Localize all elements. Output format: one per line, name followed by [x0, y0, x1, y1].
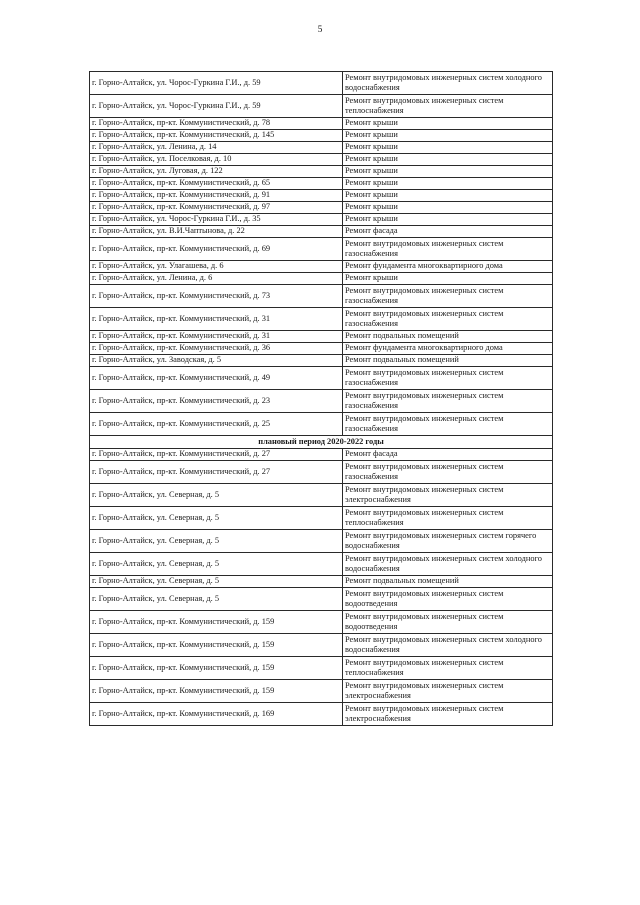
address-cell: г. Горно-Алтайск, ул. Северная, д. 5 — [90, 507, 343, 530]
address-cell: г. Горно-Алтайск, ул. Северная, д. 5 — [90, 530, 343, 553]
address-cell: г. Горно-Алтайск, пр-кт. Коммунистический, д. 159 — [90, 680, 343, 703]
work-type-cell: Ремонт крыши — [343, 190, 553, 202]
table-row — [90, 202, 553, 214]
work-type-cell: Ремонт внутридомовых инженерных систем водоотведения — [343, 611, 553, 634]
work-type-cell: Ремонт крыши — [343, 130, 553, 142]
table-row — [90, 461, 553, 484]
address-cell: г. Горно-Алтайск, пр-кт. Коммунистический, д. 159 — [90, 611, 343, 634]
table-row — [90, 226, 553, 238]
address-cell: г. Горно-Алтайск, ул. Северная, д. 5 — [90, 576, 343, 588]
address-cell: г. Горно-Алтайск, пр-кт. Коммунистический, д. 97 — [90, 202, 343, 214]
address-cell: г. Горно-Алтайск, пр-кт. Коммунистический, д. 31 — [90, 331, 343, 343]
work-type-cell: Ремонт крыши — [343, 178, 553, 190]
work-type-cell: Ремонт внутридомовых инженерных систем горячего водоснабжения — [343, 530, 553, 553]
table-row — [90, 530, 553, 553]
work-type-cell: Ремонт внутридомовых инженерных систем газоснабжения — [343, 238, 553, 261]
table-row — [90, 588, 553, 611]
work-type-cell: Ремонт крыши — [343, 118, 553, 130]
work-type-cell: Ремонт крыши — [343, 154, 553, 166]
work-type-cell: Ремонт внутридомовых инженерных систем газоснабжения — [343, 413, 553, 436]
work-type-cell: Ремонт подвальных помещений — [343, 355, 553, 367]
address-cell: г. Горно-Алтайск, пр-кт. Коммунистический, д. 159 — [90, 657, 343, 680]
work-type-cell: Ремонт внутридомовых инженерных систем газоснабжения — [343, 308, 553, 331]
address-cell: г. Горно-Алтайск, ул. Северная, д. 5 — [90, 553, 343, 576]
address-cell: г. Горно-Алтайск, ул. Северная, д. 5 — [90, 588, 343, 611]
table-row — [90, 367, 553, 390]
page-number: 5 — [317, 25, 323, 35]
work-type-cell: Ремонт фасада — [343, 226, 553, 238]
table-row — [90, 154, 553, 166]
work-type-cell: Ремонт внутридомовых инженерных систем электроснабжения — [343, 484, 553, 507]
address-cell: г. Горно-Алтайск, ул. Улагашева, д. 6 — [90, 261, 343, 273]
table-row — [90, 72, 553, 95]
planned-period-heading: плановый период 2020-2022 годы — [90, 436, 553, 449]
table-row — [90, 484, 553, 507]
address-cell: г. Горно-Алтайск, пр-кт. Коммунистический, д. 73 — [90, 285, 343, 308]
table-row — [90, 680, 553, 703]
table-row — [90, 703, 553, 726]
address-cell: г. Горно-Алтайск, ул. Чорос-Гуркина Г.И., д. 35 — [90, 214, 343, 226]
address-cell: г. Горно-Алтайск, пр-кт. Коммунистический, д. 27 — [90, 461, 343, 484]
work-type-cell: Ремонт фундамента многоквартирного дома — [343, 261, 553, 273]
table-body — [90, 72, 553, 726]
planned-period-heading-row — [90, 436, 553, 449]
table-row — [90, 507, 553, 530]
work-type-cell: Ремонт внутридомовых инженерных систем газоснабжения — [343, 461, 553, 484]
table-row — [90, 261, 553, 273]
work-type-cell: Ремонт фасада — [343, 449, 553, 461]
table-row — [90, 413, 553, 436]
table-row — [90, 285, 553, 308]
work-type-cell: Ремонт внутридомовых инженерных систем газоснабжения — [343, 285, 553, 308]
table-row — [90, 214, 553, 226]
table-row — [90, 130, 553, 142]
address-cell: г. Горно-Алтайск, пр-кт. Коммунистический, д. 25 — [90, 413, 343, 436]
address-cell: г. Горно-Алтайск, пр-кт. Коммунистический, д. 145 — [90, 130, 343, 142]
address-cell: г. Горно-Алтайск, пр-кт. Коммунистический, д. 91 — [90, 190, 343, 202]
work-type-cell: Ремонт внутридомовых инженерных систем теплоснабжения — [343, 507, 553, 530]
work-type-cell: Ремонт внутридомовых инженерных систем теплоснабжения — [343, 95, 553, 118]
work-type-cell: Ремонт подвальных помещений — [343, 576, 553, 588]
table-row — [90, 343, 553, 355]
work-type-cell: Ремонт крыши — [343, 166, 553, 178]
address-cell: г. Горно-Алтайск, пр-кт. Коммунистический, д. 65 — [90, 178, 343, 190]
address-cell: г. Горно-Алтайск, ул. Заводская, д. 5 — [90, 355, 343, 367]
table-row — [90, 308, 553, 331]
address-cell: г. Горно-Алтайск, пр-кт. Коммунистический, д. 78 — [90, 118, 343, 130]
work-type-cell: Ремонт внутридомовых инженерных систем электроснабжения — [343, 680, 553, 703]
address-cell: г. Горно-Алтайск, ул. В.И.Чаптынова, д. 22 — [90, 226, 343, 238]
address-cell: г. Горно-Алтайск, ул. Ленина, д. 14 — [90, 142, 343, 154]
work-type-cell: Ремонт внутридомовых инженерных систем холодного водоснабжения — [343, 634, 553, 657]
table-row — [90, 390, 553, 413]
table-row — [90, 553, 553, 576]
work-type-cell: Ремонт крыши — [343, 202, 553, 214]
work-type-cell: Ремонт крыши — [343, 273, 553, 285]
address-cell: г. Горно-Алтайск, ул. Поселковая, д. 10 — [90, 154, 343, 166]
table-row — [90, 178, 553, 190]
work-type-cell: Ремонт внутридомовых инженерных систем газоснабжения — [343, 367, 553, 390]
address-cell: г. Горно-Алтайск, пр-кт. Коммунистический, д. 31 — [90, 308, 343, 331]
table-row — [90, 355, 553, 367]
table-row — [90, 142, 553, 154]
table-row — [90, 611, 553, 634]
table-row — [90, 634, 553, 657]
repair-works-table — [89, 71, 553, 726]
table-row — [90, 118, 553, 130]
work-type-cell: Ремонт крыши — [343, 214, 553, 226]
work-type-cell: Ремонт внутридомовых инженерных систем теплоснабжения — [343, 657, 553, 680]
work-type-cell: Ремонт подвальных помещений — [343, 331, 553, 343]
table-row — [90, 331, 553, 343]
address-cell: г. Горно-Алтайск, пр-кт. Коммунистический, д. 49 — [90, 367, 343, 390]
table-row — [90, 273, 553, 285]
address-cell: г. Горно-Алтайск, пр-кт. Коммунистический, д. 159 — [90, 634, 343, 657]
work-type-cell: Ремонт крыши — [343, 142, 553, 154]
address-cell: г. Горно-Алтайск, пр-кт. Коммунистический, д. 69 — [90, 238, 343, 261]
table-row — [90, 166, 553, 178]
table-row — [90, 95, 553, 118]
table-row — [90, 576, 553, 588]
work-type-cell: Ремонт фундамента многоквартирного дома — [343, 343, 553, 355]
address-cell: г. Горно-Алтайск, пр-кт. Коммунистический, д. 27 — [90, 449, 343, 461]
table-row — [90, 238, 553, 261]
work-type-cell: Ремонт внутридомовых инженерных систем электроснабжения — [343, 703, 553, 726]
work-type-cell: Ремонт внутридомовых инженерных систем холодного водоснабжения — [343, 553, 553, 576]
address-cell: г. Горно-Алтайск, пр-кт. Коммунистический, д. 23 — [90, 390, 343, 413]
address-cell: г. Горно-Алтайск, ул. Чорос-Гуркина Г.И., д. 59 — [90, 72, 343, 95]
address-cell: г. Горно-Алтайск, ул. Чорос-Гуркина Г.И., д. 59 — [90, 95, 343, 118]
table-row — [90, 449, 553, 461]
address-cell: г. Горно-Алтайск, ул. Северная, д. 5 — [90, 484, 343, 507]
table-row — [90, 657, 553, 680]
address-cell: г. Горно-Алтайск, пр-кт. Коммунистический, д. 36 — [90, 343, 343, 355]
work-type-cell: Ремонт внутридомовых инженерных систем холодного водоснабжения — [343, 72, 553, 95]
address-cell: г. Горно-Алтайск, ул. Луговая, д. 122 — [90, 166, 343, 178]
address-cell: г. Горно-Алтайск, ул. Ленина, д. 6 — [90, 273, 343, 285]
work-type-cell: Ремонт внутридомовых инженерных систем водоотведения — [343, 588, 553, 611]
table-row — [90, 190, 553, 202]
address-cell: г. Горно-Алтайск, пр-кт. Коммунистический, д. 169 — [90, 703, 343, 726]
work-type-cell: Ремонт внутридомовых инженерных систем газоснабжения — [343, 390, 553, 413]
